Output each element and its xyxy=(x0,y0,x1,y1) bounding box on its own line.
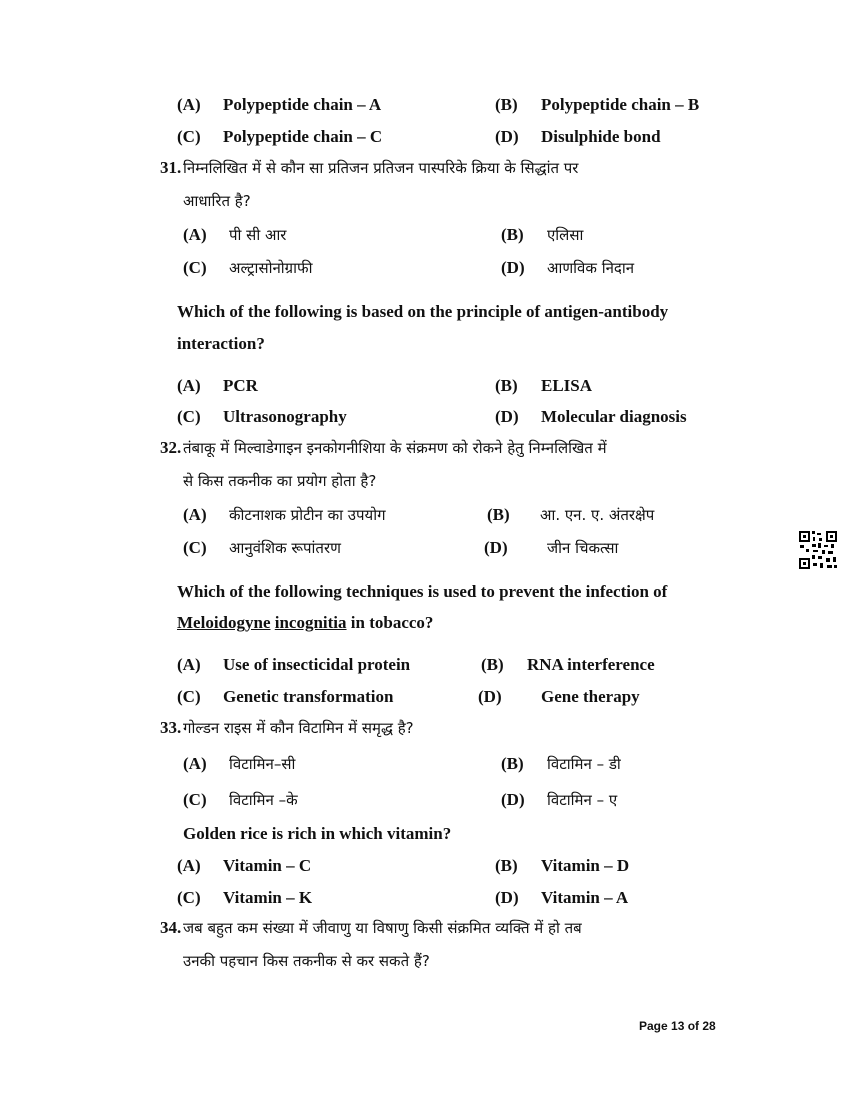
q34-number: 34. xyxy=(160,918,182,937)
q33-hindi-option-c-text: विटामिन –के xyxy=(229,791,298,809)
q31-hindi-option-d-text: आणविक निदान xyxy=(547,259,635,277)
q32-english-option-b-text: RNA interference xyxy=(527,655,655,674)
q30-option-b-label: (B) xyxy=(495,95,518,114)
q31-hindi-option-b-text: एलिसा xyxy=(547,226,584,244)
q31-hindi-option-c-label: (C) xyxy=(183,258,207,277)
q31-english-question-line2: interaction? xyxy=(177,334,265,353)
q33-hindi-question-line1: गोल्डन राइस में कौन विटामिन में समृद्ध है? xyxy=(183,719,414,737)
q34-hindi-question-line2: उनकी पहचान किस तकनीक से कर सकते हैं? xyxy=(183,952,430,970)
species-genus-name: Meloidogyne xyxy=(177,613,271,632)
q32-hindi-option-c-label: (C) xyxy=(183,538,207,557)
q33-english-option-a-text: Vitamin – C xyxy=(223,856,312,875)
q32-english-question-tail: in tobacco? xyxy=(350,613,434,632)
q31-english-option-b-text: ELISA xyxy=(541,376,593,395)
q33-english-option-d-text: Vitamin – A xyxy=(541,888,629,907)
q31-hindi-option-c-text: अल्ट्रासोनोग्राफी xyxy=(229,259,313,277)
q33-hindi-option-d-label: (D) xyxy=(501,790,525,809)
q30-option-d-text: Disulphide bond xyxy=(541,127,661,146)
q33-hindi-option-b-text: विटामिन – डी xyxy=(547,755,621,773)
q31-english-option-d-text: Molecular diagnosis xyxy=(541,407,687,426)
q32-english-question-line1: Which of the following techniques is used to prevent the infection of xyxy=(177,582,668,601)
q32-hindi-option-a-label: (A) xyxy=(183,505,207,524)
q31-english-option-a-text: PCR xyxy=(223,376,258,395)
q32-hindi-option-a-text: कीटनाशक प्रोटीन का उपयोग xyxy=(229,506,386,524)
q32-hindi-option-d-text: जीन चिकत्सा xyxy=(547,539,619,557)
q32-hindi-option-b-text: आ. एन. ए. अंतरक्षेप xyxy=(540,506,655,524)
q32-hindi-question-line1: तंबाकू में मिल्वाडेगाइन इनकोगनीशिया के संक्रमण को रोकने हेतु निम्नलिखित में xyxy=(183,439,607,457)
q32-english-option-a-label: (A) xyxy=(177,655,201,674)
q31-hindi-option-a-label: (A) xyxy=(183,225,207,244)
q31-english-option-c-text: Ultrasonography xyxy=(223,407,347,426)
q31-english-option-a-label: (A) xyxy=(177,376,201,395)
q33-hindi-option-a-label: (A) xyxy=(183,754,207,773)
q33-number: 33. xyxy=(160,718,182,737)
q32-english-question-line2 xyxy=(177,613,433,633)
q33-english-option-b-label: (B) xyxy=(495,856,518,875)
q31-hindi-option-b-label: (B) xyxy=(501,225,524,244)
q31-english-option-d-label: (D) xyxy=(495,407,519,426)
q34-hindi-question-line1: जब बहुत कम संख्या में जीवाणु या विषाणु किसी संक्रमित व्यक्ति में हो तब xyxy=(183,919,582,937)
q33-english-question-line1: Golden rice is rich in which vitamin? xyxy=(183,824,452,843)
q33-hindi-option-b-label: (B) xyxy=(501,754,524,773)
q31-hindi-option-a-text: पी सी आर xyxy=(229,226,287,244)
q33-english-option-a-label: (A) xyxy=(177,856,201,875)
page-number: Page 13 of 28 xyxy=(639,1019,716,1033)
q30-option-c-label: (C) xyxy=(177,127,201,146)
q32-english-option-c-text: Genetic transformation xyxy=(223,687,394,706)
q32-english-option-d-text: Gene therapy xyxy=(541,687,640,706)
q32-english-option-c-label: (C) xyxy=(177,687,201,706)
q31-hindi-question-line2: आधारित है? xyxy=(183,192,251,210)
q33-english-option-b-text: Vitamin – D xyxy=(541,856,630,875)
q33-hindi-option-a-text: विटामिन–सी xyxy=(229,755,296,773)
q32-hindi-option-c-text: आनुवंशिक रूपांतरण xyxy=(229,539,341,557)
q32-hindi-option-b-label: (B) xyxy=(487,505,510,524)
q33-hindi-option-c-label: (C) xyxy=(183,790,207,809)
q32-english-option-b-label: (B) xyxy=(481,655,504,674)
q30-option-c-text: Polypeptide chain – C xyxy=(223,127,383,146)
q30-option-d-label: (D) xyxy=(495,127,519,146)
q31-english-question-line1: Which of the following is based on the principle of antigen-antibody xyxy=(177,302,669,321)
q31-english-option-b-label: (B) xyxy=(495,376,518,395)
q31-hindi-question-line1: निम्नलिखित में से कौन सा प्रतिजन प्रतिजन पास्परिके क्रिया के सिद्धांत पर xyxy=(183,159,579,177)
q32-english-option-d-label: (D) xyxy=(478,687,502,706)
q33-english-option-c-label: (C) xyxy=(177,888,201,907)
qr-code-icon xyxy=(798,530,838,570)
q31-number: 31. xyxy=(160,158,182,177)
q32-hindi-option-d-label: (D) xyxy=(484,538,508,557)
q31-hindi-option-d-label: (D) xyxy=(501,258,525,277)
q32-number: 32. xyxy=(160,438,182,457)
q33-english-option-c-text: Vitamin – K xyxy=(223,888,313,907)
q31-english-option-c-label: (C) xyxy=(177,407,201,426)
species-epithet-name: incognitia xyxy=(274,613,347,632)
q32-hindi-question-line2: से किस तकनीक का प्रयोग होता है? xyxy=(183,472,377,490)
q33-hindi-option-d-text: विटामिन – ए xyxy=(547,791,618,809)
q32-english-option-a-text: Use of insecticidal protein xyxy=(223,655,411,674)
q30-option-a-text: Polypeptide chain – A xyxy=(223,95,382,114)
q30-option-a-label: (A) xyxy=(177,95,201,114)
q33-english-option-d-label: (D) xyxy=(495,888,519,907)
q30-option-b-text: Polypeptide chain – B xyxy=(541,95,700,114)
